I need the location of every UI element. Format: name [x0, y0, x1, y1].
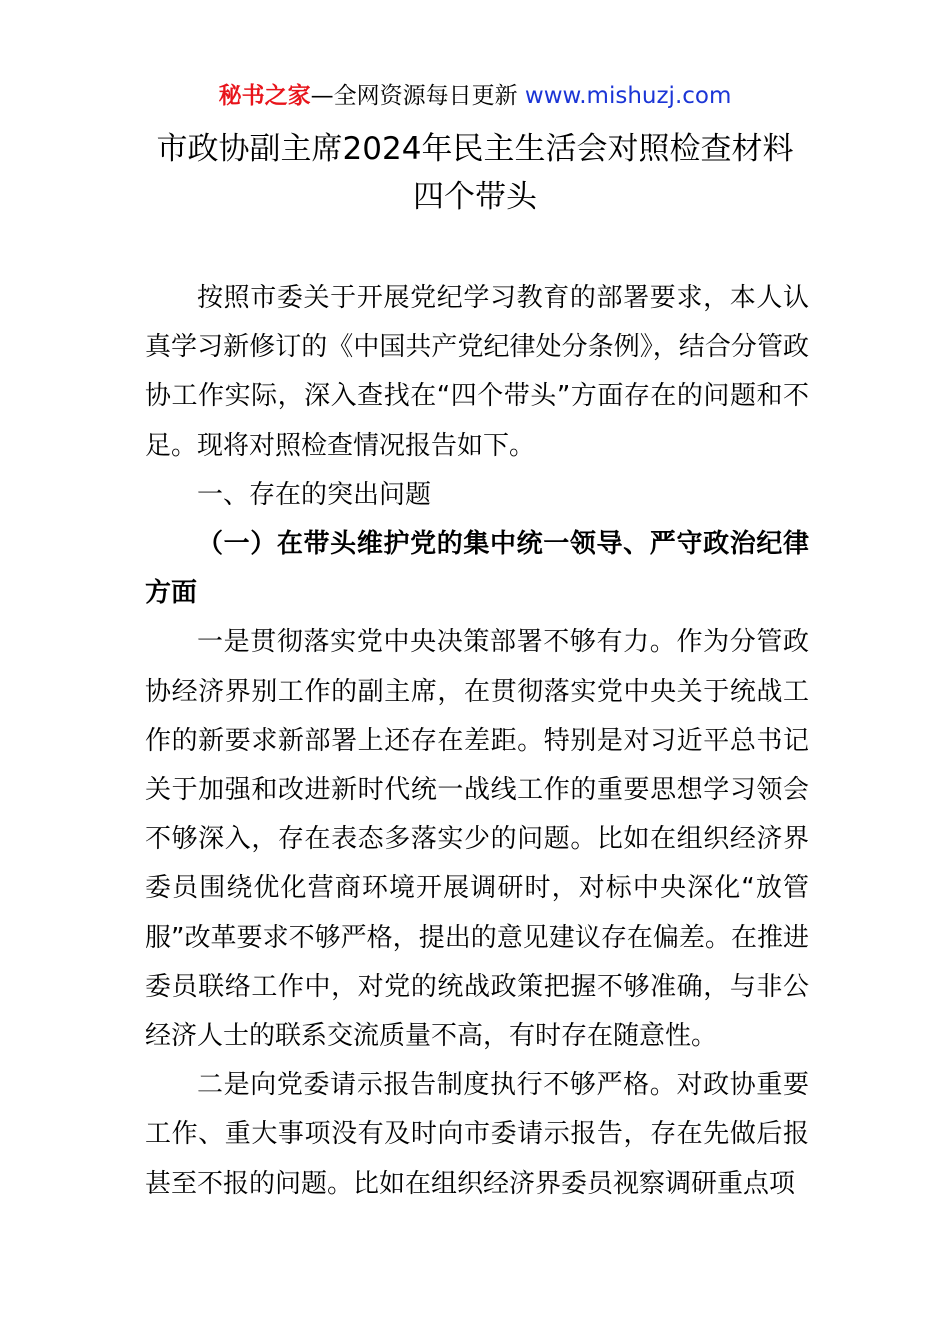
document-subtitle: 四个带头 [413, 179, 537, 215]
intro-paragraph: 按照市委关于开展党纪学习教育的部署要求，本人认真学习新修订的《中国共产党纪律处分条例》，结合分管政协工作实际，深入查找在“四个带头”方面存在的问题和不足。现将对照检查情况报告如下。 [145, 283, 809, 461]
document-title: 市政协副主席2024年民主生活会对照检查材料 [156, 131, 794, 167]
brand-name: 秘书之家 [218, 83, 311, 109]
site-banner [0, 80, 950, 112]
body-paragraph: 一是贯彻落实党中央决策部署不够有力。作为分管政协经济界别工作的副主席，在贯彻落实党中央关于统战工作的新要求新部署上还存在差距。特别是对习近平总书记关于加强和改进新时代统一战线工作的重要思想学习领会不够深入，存在表态多落实少的问题。比如在组织经济界委员围绕优化营商环境开展调研时，对标中央深化“放管服”改革要求不够严格，提出的意见建议存在偏差。在推进委员联络工作中，对党的统战政策把握不够准确，与非公经济人士的联系交流质量不高，有时存在随意性。 [145, 627, 809, 1052]
subsection-heading: （一）在带头维护党的集中统一领导、严守政治纪律方面 [145, 529, 809, 609]
body-paragraph: 二是向党委请示报告制度执行不够严格。对政协重要工作、重大事项没有及时向市委请示报告，存在先做后报甚至不报的问题。比如在组织经济界委员视察调研重点项 [145, 1070, 809, 1199]
section-heading: 一、存在的突出问题 [197, 479, 432, 510]
document-body [145, 274, 809, 1209]
site-url-link[interactable]: www.mishuzj.com [524, 83, 732, 109]
banner-tagline: —全网资源每日更新 [310, 83, 518, 109]
